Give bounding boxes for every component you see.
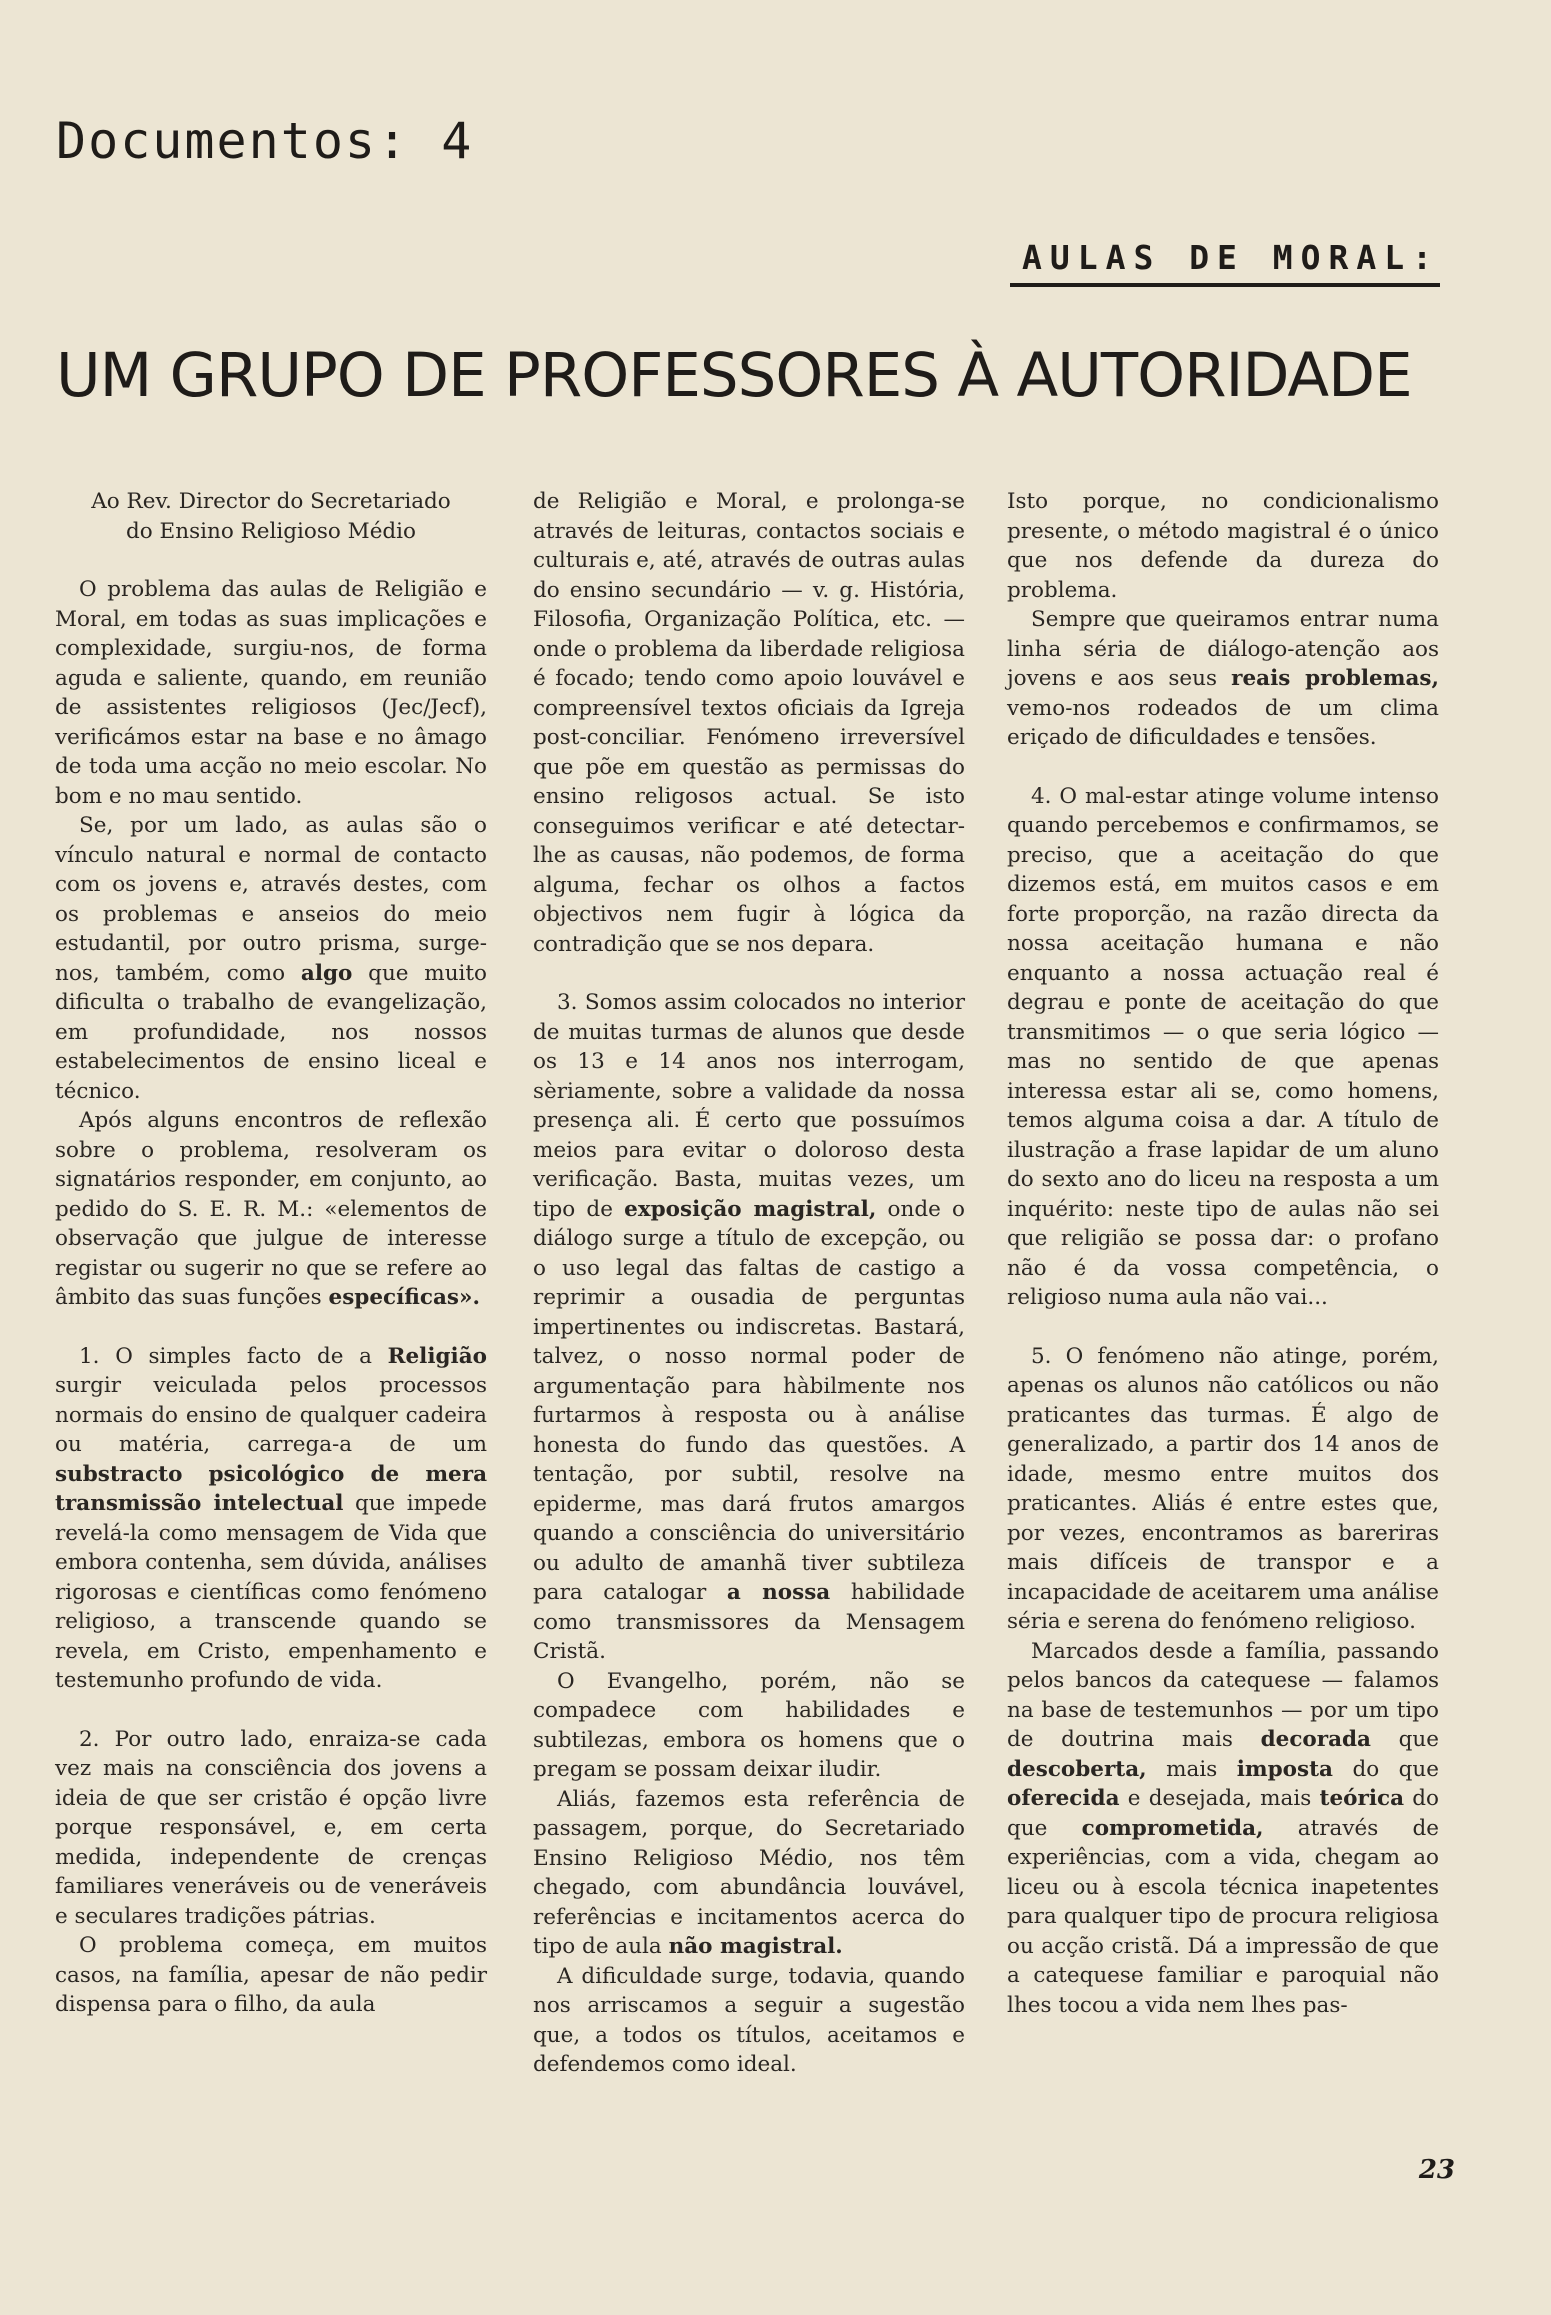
paragraph-point-1: 1. O simples facto de a Religião surgir veiculada pelos processos normais do ensino de qualquer cadeira ou matéria, carrega-a de um substracto psicológico de mera transmissão intelectual que impede revelá-la como mensagem de Vida que embora contenha, sem dúvida, análises rigorosas e científicas como fenómeno religioso, a transcende quando se revela, em Cristo, empenhamento e testemunho profundo de vida. xyxy=(55,1343,487,1693)
paragraph-point-2: 2. Por outro lado, enraiza-se cada vez mais na consciência dos jovens a ideia de que ser cristão é opção livre porque responsável, e, em certa medida, independente de crenças familiares veneráveis ou de veneráveis e seculares tradições pátrias. xyxy=(55,1726,487,1929)
addressee-line-2: do Ensino Religioso Médio xyxy=(126,518,416,544)
page-number: 23 xyxy=(1418,2155,1455,2185)
text-column-2 xyxy=(533,487,965,2080)
paragraph: Sempre que queiramos entrar numa linha séria de diálogo-atenção aos jovens e aos seus reais problemas, vemo-nos rodeados de um clima eriçado de dificuldades e tensões. xyxy=(1007,607,1440,750)
paragraph: O problema começa, em muitos casos, na família, apesar de não pedir dispensa para o filho, da aula xyxy=(55,1933,487,2017)
paragraph: Isto porque, no condicionalismo presente, o método magistral é o único que nos defende da dureza do problema. xyxy=(1007,489,1439,603)
paragraph-point-4: 4. O mal-estar atinge volume intenso quando percebemos e confirmamos, se preciso, que a aceitação do que dizemos está, em muitos casos e em forte proporção, na razão directa da nossa aceitação humana e não enquanto a nossa actuação real é degrau e ponte de aceitação do que transmitimos — o que seria lógico — mas no sentido de que apenas interessa estar ali se, como homens, temos alguma coisa a dar. A título de ilustração a frase lapidar de um aluno do sexto ano do liceu na resposta a um inquérito: neste tipo de aulas não sei que religião se possa dar: o profano não é da vossa competência, o religioso numa aula não vai... xyxy=(1007,783,1439,1310)
section-label: AULAS DE MORAL: xyxy=(1010,238,1440,287)
paragraph-point-5: 5. O fenómeno não atinge, porém, apenas os alunos não católicos ou não praticantes das turmas. É algo de generalizado, a partir dos 14 anos de idade, mesmo entre muitos dos praticantes. Aliás é entre estes que, por vezes, encontramos as bareriras mais difíceis de transpor e a incapacidade de aceitarem uma análise séria e serena do fenómeno religioso. xyxy=(1007,1343,1439,1634)
paragraph: Aliás, fazemos esta referência de passagem, porque, do Secretariado Ensino Religioso Médio, nos têm chegado, com abundância louvável, referências e incitamentos acerca do tipo de aula não magistral. xyxy=(533,1786,965,1959)
paragraph: O problema das aulas de Religião e Moral, em todas as suas implicações e complexidade, surgiu-nos, de forma aguda e saliente, quando, em reunião de assistentes religiosos (Jec/Jecf), verificámos estar na base e no âmago de toda uma acção no meio escolar. No bom e no mau sentido. xyxy=(55,577,487,809)
paragraph-point-3: 3. Somos assim colocados no interior de muitas turmas de alunos que desde os 13 e 14 anos nos interrogam, sèriamente, sobre a validade da nossa presença ali. É certo que possuímos meios para evitar o doloroso desta verificação. Basta, muitas vezes, um tipo de exposição magistral, onde o diálogo surge a título de excepção, ou o uso legal das faltas de castigo a reprimir a ousadia de perguntas impertinentes ou indiscretas. Bastará, talvez, o nosso normal poder de argumentação para hàbilmente nos furtarmos à resposta ou à análise honesta do fundo das questões. A tentação, por subtil, resolve na epiderme, mas dará frutos amargos quando a consciência do universitário ou adulto de amanhã tiver subtileza para catalogar a nossa habilidade como transmissores da Mensagem Cristã. xyxy=(533,990,965,1664)
article-title: UM GRUPO DE PROFESSORES À AUTORIDADE xyxy=(56,340,1412,411)
paragraph: de Religião e Moral, e prolonga-se através de leituras, contactos sociais e culturais e, até, através de outras aulas do ensino secundário — v. g. História, Filosofia, Organização Política, etc. — onde o problema da liberdade religiosa é focado; tendo como apoio louvável e compreensível textos oficiais da Igreja post-conciliar. Fenómeno irreversível que põe em questão as permissas do ensino religosos actual. Se isto conseguimos verificar e até detectar-lhe as causas, não podemos, de forma alguma, fechar os olhos a factos objectivos nem fugir à lógica da contradição que se nos depara. xyxy=(533,489,965,957)
text-column-3 xyxy=(1007,487,1439,2020)
paragraph: Após alguns encontros de reflexão sobre o problema, resolveram os signatários responder, em conjunto, ao pedido do S. E. R. M.: «elementos de observação que julgue de interesse registar ou sugerir no que se refere ao âmbito das suas funções específicas». xyxy=(55,1108,487,1310)
series-label: Documentos: 4 xyxy=(56,112,474,170)
addressee-line-1: Ao Rev. Director do Secretariado xyxy=(91,489,451,514)
text-column-1 xyxy=(55,487,487,2020)
paragraph: O Evangelho, porém, não se compadece com habilidades e subtilezas, embora os homens que o pregam se possam deixar iludir. xyxy=(533,1668,965,1782)
paragraph: Se, por um lado, as aulas são o vínculo natural e normal de contacto com os jovens e, através destes, com os problemas e anseios do meio estudantil, por outro prisma, surge-nos, também, como algo que muito dificulta o trabalho de evangelização, em profundidade, nos nossos estabelecimentos de ensino liceal e técnico. xyxy=(55,813,487,1104)
paragraph: A dificuldade surge, todavia, quando nos arriscamos a seguir a sugestão que, a todos os títulos, aceitamos e defendemos como ideal. xyxy=(533,1963,965,2077)
paragraph: Marcados desde a família, passando pelos bancos da catequese — falamos na base de testemunhos — por um tipo de doutrina mais decorada que descoberta, mais imposta do que oferecida e desejada, mais teórica do que comprometida, através de experiências, com a vida, chegam ao liceu ou à escola técnica inapetentes para qualquer tipo de procura religiosa ou acção cristã. Dá a impressão de que a catequese familiar e paroquial não lhes tocou a vida nem lhes pas- xyxy=(1007,1638,1439,2018)
